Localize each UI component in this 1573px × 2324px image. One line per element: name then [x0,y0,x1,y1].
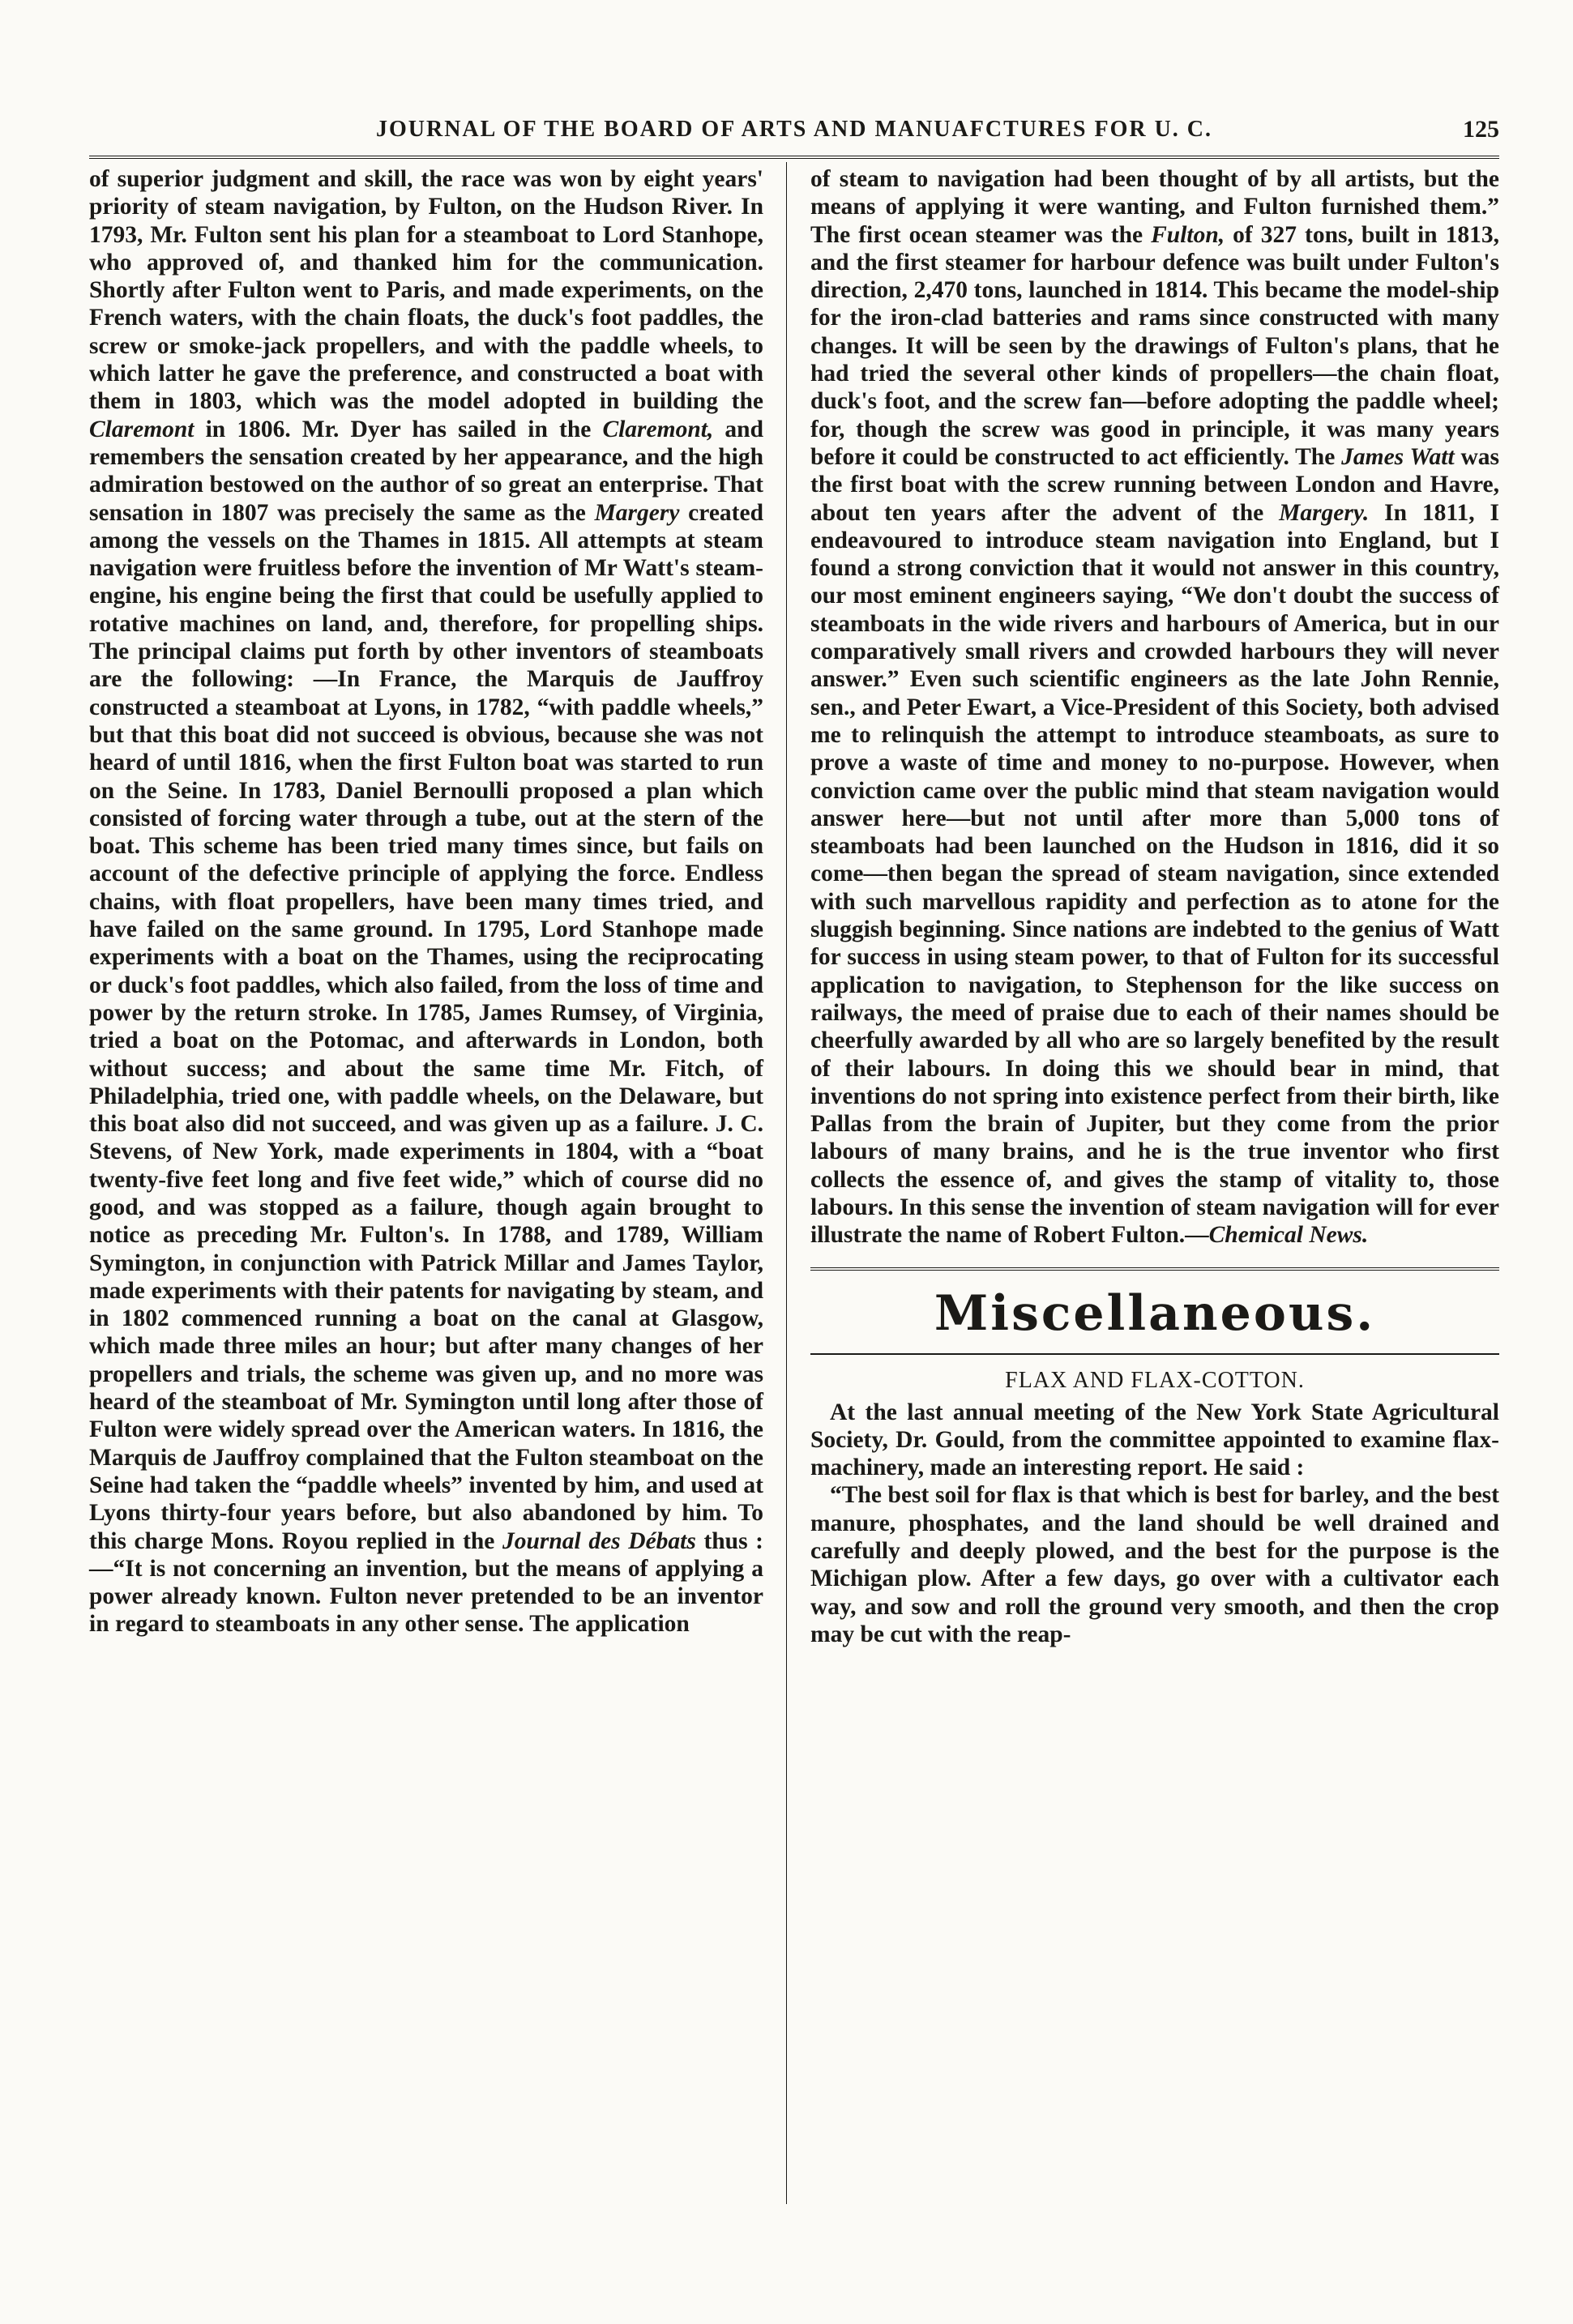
article-text-continued [89,165,763,1638]
ship-name: Claremont [89,416,194,442]
ship-name: Margery. [1279,499,1370,526]
source-citation: Chemical News. [1208,1222,1369,1249]
journal-title: JOURNAL OF THE BOARD OF ARTS AND MANUAFCTURES FOR U. C. [375,117,1213,142]
text-run: in 1806. Mr. Dyer has sailed in the [194,416,603,442]
text-run: of superior judgment and skill, the race was won by eight years' priority of steam navigation, by Fulton, on the Hudson River. In 1793, Mr. Fulton sent his plan for a steamboat to Lord Stanhope, who approved of, and thanked him for the communication. Shortly after Fulton went to Paris, and made experiments, on the French waters, with the chain floats, the duck's foot paddles, the screw or smoke-jack propellers, and with the paddle wheels, to which latter he gave the preference, and constructed a boat with them in 1803, which was the model adopted in building the [89,166,763,415]
ship-name: Fulton, [1151,221,1225,248]
text-run: In 1811, I endeavoured to introduce steam navigation into England, but I found a strong conviction that it would not answer in this country, our most eminent engineers saying, “We don't doubt the success of steamboats in the wide rivers and harbours of America, but in our comparatively small rivers and crowded harbours they will never answer.” Even such scientific engineers as the late John Rennie, sen., and Peter Ewart, a Vice-President of this Society, both advised me to relinquish the attempt to introduce steamboats, as sure to prove a waste of time and money to no-purpose. However, when conviction came over the public mind that steam navigation would answer here—but not until after more than 5,000 tons of steamboats had been launched on the Hudson in 1816, did it so come—then began the spread of steam navigation, since extended with such marvellous rapidity and perfection as to atone for the sluggish beginning. Since nations are indebted to the genius of Watt for success in using steam power, to that of Fulton for its successful application to navigation, to Stephenson for the like success on railways, the meed of praise due to each of their names should be cheerfully awarded by all who are so largely benefited by the result of their labours. In doing this we should bear in mind, that inventions do not spring into existence perfect from their birth, like Pallas from the brain of Jupiter, but they come from the prior labours of many brains, and he is the true inventor who first collects the essence of, and gives the stamp of vitality to, those labours. In this sense the invention of steam navigation will for ever illustrate the name of Robert Fulton.— [810,499,1499,1249]
text-run: was the first boat with the screw running between London and Havre, about ten years after the advent of the [810,443,1500,526]
right-column [810,165,1499,2191]
section-heading: Miscellaneous. [934,1284,1376,1342]
article-title: FLAX AND FLAX-COTTON. [1005,1367,1305,1393]
paragraph: “The best soil for flax is that which is best for barley, and the best manure, phosphates, and the land should be well drained and carefully and deeply plowed, and the best for the purpose is the Michigan plow. After a few days, go over with a cultivator each way, and sow and roll the ground very smooth, and then the crop may be cut with the reap- [810,1482,1499,1647]
text-run: created among the vessels on the Thames in 1815. All attempts at steam navigation were fruitless before the invention of Mr Watt's steam-engine, his engine being the first that could be usefully applied to rotative machines on land, and, therefore, for propelling ships. The principal claims put forth by other inventors of steamboats are the following: —In France, the Marquis de Jauffroy constructed a steamboat at Lyons, in 1782, “with paddle wheels,” but that this boat did not succeed is obvious, because she was not heard of until 1816, when the first Fulton boat was started to run on the Seine. In 1783, Daniel Bernoulli proposed a plan which consisted of forcing water through a tube, out at the stern of the boat. This scheme has been tried many times since, but fails on account of the defective principle of applying the force. Endless chains, with float propellers, have been many times tried, and have failed on the same ground. In 1795, Lord Stanhope made experiments with a boat on the Thames, using the reciprocating or duck's foot paddles, which also failed, from the loss of time and power by the return stroke. In 1785, James Rumsey, of Virginia, tried a boat on the Potomac, and afterwards in London, both without success; and about the same time Mr. Fitch, of Philadelphia, tried one, with paddle wheels, on the Delaware, but this boat also did not succeed, and was given up as a failure. J. C. Stevens, of New York, made experiments in 1804, with a “boat twenty-five feet long and five feet wide,” which of course did no good, and was stopped as a failure, though again brought to notice as preceding Mr. Fulton's. In 1788, and 1789, William Symington, in conjunction with Patrick Millar and James Taylor, made experiments with their patents for navigating by steam, and in 1802 commenced running a boat on the canal at Glasgow, which made three miles an hour; but after many changes of her propellers and trials, the scheme was given up, and no more was heard of the steamboat of Mr. Symington until long after those of Fulton were widely spread over the American waters. In 1816, the Marquis de Jauffroy complained that the Fulton steamboat on the Seine had taken the “paddle wheels” invented by him, and used at Lyons thirty-four years before, but also abandoned by him. To this charge Mons. Royou replied in the [89,499,764,1554]
text-run: of steam to navigation had been thought of by all artists, but the means of applying it were wanting, and Fulton furnished them.” The first ocean steamer was the [810,166,1499,248]
header-rule [89,156,1499,159]
section-rule-bottom [810,1353,1499,1355]
article-text-continued [810,165,1499,1250]
column-divider [786,162,787,2204]
left-column [89,165,763,2191]
running-head [89,107,1499,152]
ship-name: Claremont, [602,416,714,442]
page-number: 125 [1463,116,1499,143]
section-rule-top [810,1267,1499,1271]
text-run: thus :—“It is not concerning an invention, but the means of applying a power already known. Fulton never pretended to be an inventor in regard to steamboats in any other sense. The application [89,1527,763,1638]
ship-name: Margery [594,499,680,526]
text-run: of 327 tons, built in 1813, and the first steamer for harbour defence was built under Fulton's direction, 2,470 tons, launched in 1814. This became the model-ship for the iron-clad batteries and rams since constructed with many changes. It will be seen by the drawings of Fulton's plans, that he had tried the several other kinds of propellers—the chain float, duck's foot, and the screw fan—before adopting the paddle wheel; for, though the screw was good in principle, it was many years before it could be constructed to act efficiently. The [810,221,1500,470]
paragraph: At the last annual meeting of the New York State Agricultural Society, Dr. Gould, from the committee appointed to examine flax-machinery, made an interesting report. He said : [810,1399,1499,1481]
ship-name: James Watt [1341,443,1455,470]
publication-name: Journal des Débats [502,1527,696,1554]
text-run: and remembers the sensation created by her appearance, and the high admiration bestowed on the author of so great an enterprise. That sensation in 1807 was precisely the same as the [89,416,763,526]
